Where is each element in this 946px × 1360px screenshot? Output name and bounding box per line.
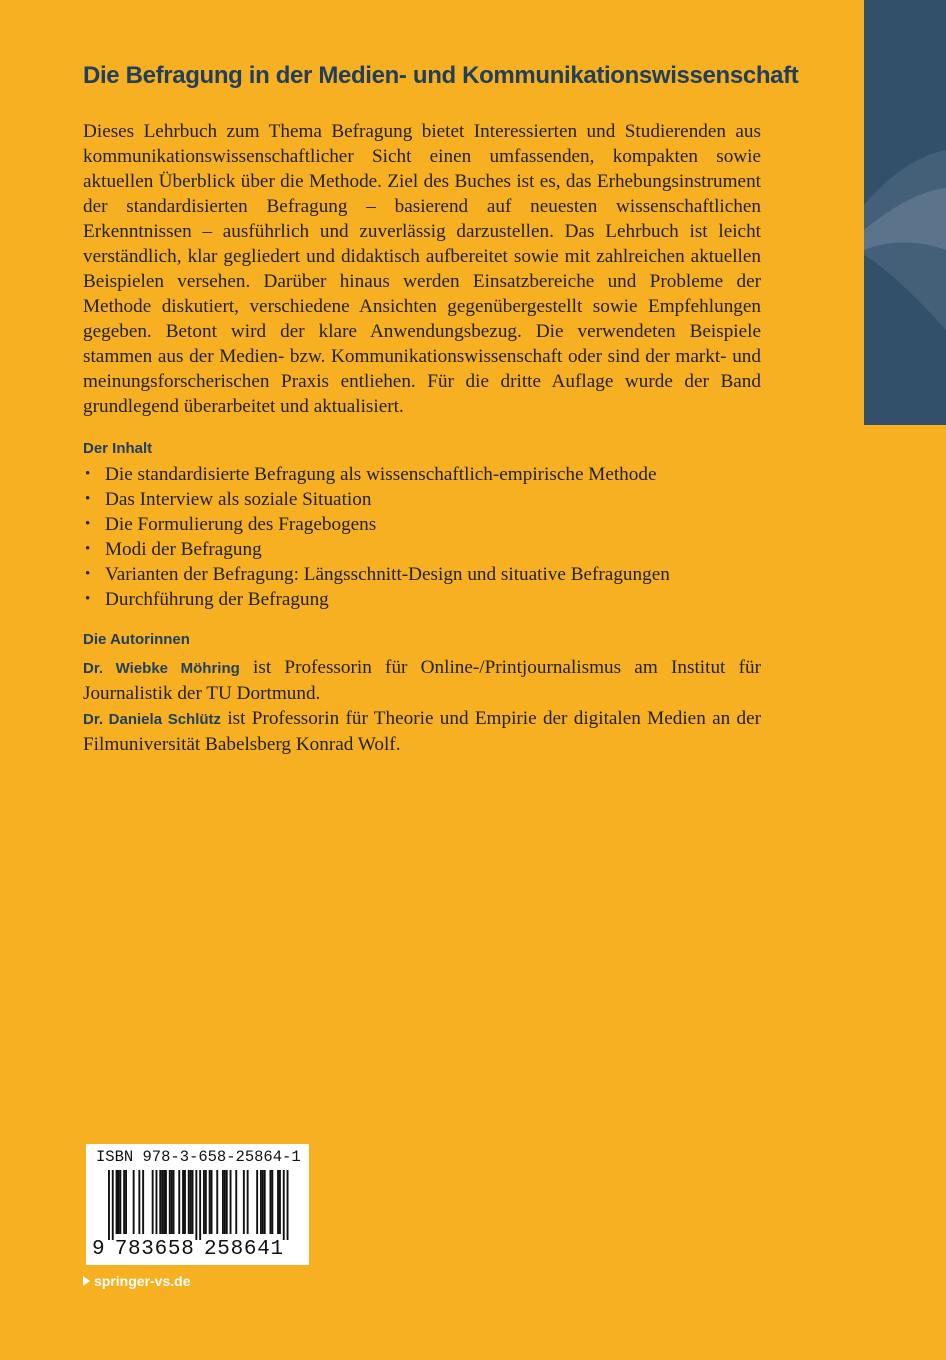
author-name: Dr. Daniela Schlütz [83,711,222,728]
authors-heading: Die Autorinnen [83,631,190,648]
barcode-digit: 8 [181,1238,194,1261]
barcode-bar [264,1170,266,1234]
side-band-graphic [864,0,946,425]
contents-item [83,462,783,487]
bullet-icon: • [85,516,91,532]
barcode-bar [159,1170,161,1234]
contents-item-text: Varianten der Befragung: Längsschnitt-Design und situative Befragungen [105,564,670,585]
barcode-digit: 8 [128,1238,141,1261]
book-description: Dieses Lehrbuch zum Thema Befragung bietet Interessierten und Studierenden aus kommunikationswissenschaftlicher Sicht einen umfassenden, kompakten sowie aktuellen Überblick über die Methode. Ziel des Buches ist es, das Erhebungsinstrument der standardisierten Befragung – basierend auf neuesten wissenschaftlichen Erkenntnissen – ausführlich und zuverlässig darzustellen. Das Lehrbuch ist leicht verständlich, klar gegliedert und didaktisch aufbereitet sowie mit zahlreichen aktuellen Beispielen versehen. Darüber hinaus werden Einsatzbereiche und Probleme der Methode diskutiert, verschiedene Ansichten gegenübergestellt sowie Empfehlungen gegeben. Betont wird der klare Anwendungsbezug. Die verwendeten Beispiele stammen aus der Medien- bzw. Kommunikationswissenschaft oder sind der markt- und meinungsforscherischen Praxis entliehen. Für die dritte Auflage wurde der Band grundlegend überarbeitet und aktualisiert. [83,121,761,417]
barcode-bar [283,1170,285,1240]
barcode-bar [256,1170,258,1234]
contents-item [83,562,783,587]
barcode-bar [235,1170,237,1234]
barcode-bar [184,1170,186,1234]
isbn-barcode [86,1144,309,1265]
barcode-bar [262,1170,264,1234]
barcode-digit: 2 [204,1238,217,1261]
isbn-number: ISBN 978-3-658-25864-1 [96,1148,301,1166]
barcode-digit: 4 [257,1238,270,1261]
contents-item [83,487,783,512]
barcode-digit: 6 [154,1238,168,1261]
barcode-bar [165,1170,167,1234]
barcode-bar [195,1170,197,1240]
barcode-bar [173,1170,175,1234]
barcode-bar [182,1170,184,1234]
barcode-bar [112,1170,114,1240]
contents-item [83,537,783,562]
barcode-digit: 7 [114,1238,128,1261]
contents-item-text: Durchführung der Befragung [105,589,329,610]
barcode-bar [243,1170,245,1234]
barcode-bar [216,1170,218,1234]
author-bio: ist Professorin für Theorie und Empirie der digitalen Medien an der Filmuniversität Babelsberg Konrad Wolf. [83,708,761,755]
author-entry [83,706,761,757]
author-bio: ist Professorin für Online-/Printjournalismus am Institut für Journalistik der TU Dortmund. [83,657,761,704]
barcode-digit: 1 [270,1238,284,1261]
barcode-bar [209,1170,211,1234]
barcode-bar [203,1170,205,1234]
barcode-bar [138,1170,140,1234]
barcode-digit: 9 [92,1238,105,1261]
barcode-bar [125,1170,127,1234]
barcode-bar [192,1170,194,1234]
barcode-bar [171,1170,173,1234]
barcode-bar [118,1170,120,1234]
contents-item-text: Das Interview als soziale Situation [105,489,372,510]
barcode-bar [169,1170,171,1234]
bullet-icon: • [85,591,91,607]
cover-side-band [864,0,946,425]
bullet-icon: • [85,466,91,482]
barcode-bar [188,1170,190,1234]
barcode-bar [247,1170,249,1234]
barcode-bar [270,1170,272,1234]
barcode-digit: 6 [243,1238,257,1261]
book-title: Die Befragung in der Medien- und Kommunikationswissenschaft [83,62,799,89]
barcode-bar [222,1170,224,1234]
barcode-bar [199,1170,201,1240]
barcode-digit: 3 [141,1238,154,1261]
barcode-bar [230,1170,232,1234]
author-entry [83,655,761,706]
barcode-bar [119,1170,121,1234]
barcode-bar [156,1170,158,1234]
contents-item-text: Die Formulierung des Fragebogens [105,514,377,535]
authors-section [83,655,761,757]
arrow-right-icon [83,1276,90,1286]
barcode-bar [205,1170,207,1234]
publisher-website[interactable] [83,1273,190,1289]
website-label: springer-vs.de [94,1273,191,1289]
barcode-bar [224,1170,226,1234]
barcode-digit: 5 [217,1238,230,1261]
bullet-icon: • [85,541,91,557]
barcode-bar [277,1170,279,1234]
barcode-bar [260,1170,262,1234]
barcode-bar [211,1170,213,1234]
contents-item [83,512,783,537]
barcode-bar [142,1170,144,1234]
contents-list [83,462,783,612]
barcode-bar [178,1170,180,1234]
barcode-bar [226,1170,228,1234]
contents-item-text: Die standardisierte Befragung als wissenschaftlich-empirische Methode [105,464,657,485]
barcode-bar [279,1170,281,1234]
contents-item-text: Modi der Befragung [105,539,262,560]
barcode-digit: 5 [167,1238,181,1261]
barcode-bar [116,1170,118,1234]
barcode-bar [133,1170,135,1234]
contents-heading: Der Inhalt [83,440,153,457]
barcode-bar [287,1170,289,1240]
barcode-bar [271,1170,273,1234]
contents-item [83,587,783,612]
barcode-bar [161,1170,163,1234]
barcode-digit: 8 [230,1238,244,1261]
barcode-bar [163,1170,165,1234]
bullet-icon: • [85,566,91,582]
bullet-icon: • [85,491,91,507]
barcode-bar [152,1170,154,1234]
barcode-bar [123,1170,125,1234]
barcode-bar [108,1170,110,1240]
barcode-bar [190,1170,192,1234]
author-name: Dr. Wiebke Möhring [83,660,240,677]
